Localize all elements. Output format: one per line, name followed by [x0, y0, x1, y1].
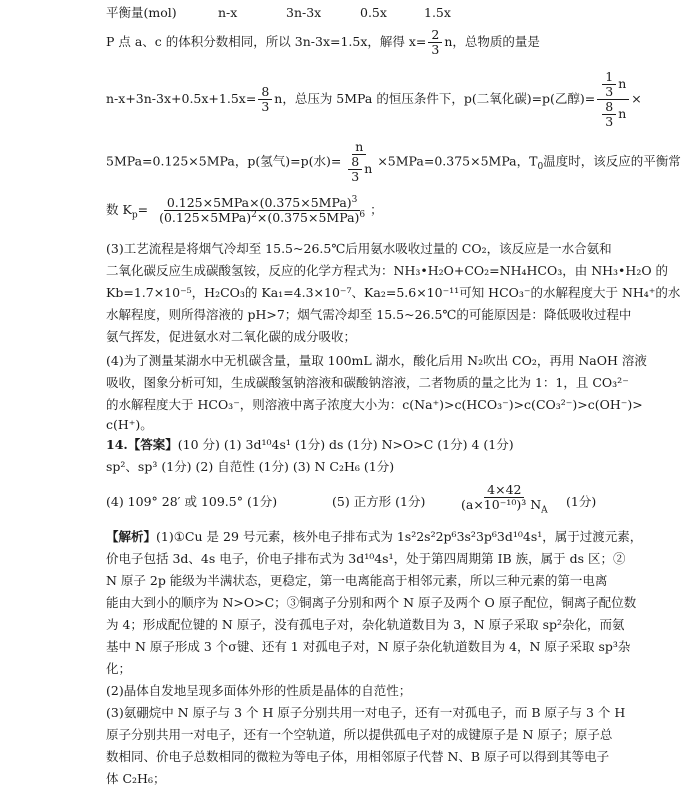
equilibrium-row: 平衡量(mol) n-x 3n-3x 0.5x 1.5x [106, 5, 451, 20]
fraction: $\frac{2}{3}$ [428, 28, 442, 57]
analysis-line: 体 C₂H₆； [106, 771, 166, 786]
analysis-line: 化； [106, 661, 132, 676]
paragraph-3-line: Kb=1.7×10⁻⁵，H₂CO₃的 Ka₁=4.3×10⁻⁷、Ka₂=5.6×10⁻¹¹可知 HCO₃⁻的水解程度大于 NH₄⁺的水 [106, 285, 681, 300]
analysis-line: 能由大到小的顺序为 N>O>C；③铜离子分别和两个 N 原子及两个 O 原子配位，铜离子配位数 [106, 595, 637, 610]
analysis-line: 为 4；形成配位键的 N 原子，没有孤电子对，杂化轨道数目为 3，N 原子采取 sp²杂化，而氨 [106, 617, 625, 632]
analysis-line: 数相同、价电子总数相同的微粒为等电子体，用相邻原子代替 N、B 原子可以得到其等电子 [106, 749, 610, 764]
analysis-line: 基中 N 原子形成 3 个σ键、还有 1 对孤电子对，N 原子杂化轨道数目为 4，N 原子采取 sp³杂 [106, 639, 631, 654]
analysis-line: N 原子 2p 能级为半满状态，更稳定，第一电离能高于相邻元素，所以三种元素的第一电离 [106, 573, 608, 588]
answer-14-line1: 14.【答案】(10 分) (1) 3d¹⁰4s¹ (1分) ds (1分) N>O>C (1分) 4 (1分) [106, 437, 514, 452]
fraction: $\frac{8}{3}$ [258, 85, 272, 114]
compound-fraction: n $\frac{8}{3}$ n [343, 140, 375, 184]
paragraph-3-line: (3)工艺流程是将烟气冷却至 15.5~26.5℃后用氨水吸收过量的 CO₂，该反应是一水合氨和 [106, 241, 612, 256]
answer-14-line3: (4) 109° 28′ 或 109.5° (1分) (5) 正方形 (1分) $\frac{4\times 42}{(a\times 10^{-10})^3 N_A}$ (1分) [106, 482, 597, 516]
text-line: P 点 a、c 的体积分数相同，所以 3n-3x=1.5x，解得 x= $\frac{2}{3}$ n，总物质的量是 [106, 27, 540, 57]
compound-fraction: $\frac{1}{3}$ n $\frac{8}{3}$ n [597, 70, 629, 129]
paragraph-4-line: (4)为了测量某湖水中无机碳含量，量取 100mL 湖水，酸化后用 N₂吹出 CO₂，再用 NaOH 溶液 [106, 353, 647, 368]
text-line: 5MPa=0.125×5MPa，p(氢气)=p(水)= n $\frac{8}{3}$ n ×5MPa=0.375×5MPa，$T_0$温度时，该反应的平衡常 [106, 139, 681, 184]
answer-14-line2: sp²、sp³ (1分) (2) 自范性 (1分) (3) N C₂H₆ (1分) [106, 459, 395, 474]
paragraph-4-line: 的水解程度大于 HCO₃⁻，则溶液中离子浓度大小为：c(Na⁺)>c(HCO₃⁻)>c(CO₃²⁻)>c(OH⁻)> [106, 397, 643, 412]
paragraph-3-line: 二氧化碳反应生成碳酸氢铵，反应的化学方程式为：NH₃•H₂O+CO₂=NH₄HCO₃，由 NH₃•H₂O 的 [106, 263, 669, 278]
analysis-line: (2)晶体自发地呈现多面体外形的性质是晶体的自范性； [106, 683, 412, 698]
paragraph-4-line: 吸收，图象分析可知，生成碳酸氢钠溶液和碳酸钠溶液，二者物质的量之比为 1：1，且 CO₃²⁻ [106, 375, 629, 390]
kp-expression: 数 $K_p=$ $\frac{0.125\times 5MPa\times(0.375\times 5MPa)^3}{(0.125\times 5MPa)^2\times(0.375\times 5MPa)^6}$ ； [106, 194, 383, 225]
paragraph-3-line: 水解程度，则所得溶液的 pH>7；烟气需冷却至 15.5~26.5℃的可能原因是：降低吸收过程中 [106, 307, 632, 322]
analysis-line: 【解析】(1)①Cu 是 29 号元素，核外电子排布式为 1s²2s²2p⁶3s²3p⁶3d¹⁰4s¹，属于过渡元素， [106, 529, 643, 544]
paragraph-3-line: 氨气挥发，促进氨水对二氧化碳的成分吸收； [106, 329, 357, 344]
density-fraction: $\frac{4\times 42}{(a\times 10^{-10})^3 N_A}$ [461, 482, 548, 516]
paragraph-4-line: c(H⁺)。 [106, 417, 153, 432]
text-line: n-x+3n-3x+0.5x+1.5x= $\frac{8}{3}$ n，总压为 5MPa 的恒压条件下，p(二氧化碳)=p(乙醇)= $\frac{1}{3}$ n $\frac{8}{3}$ n × [106, 69, 642, 129]
analysis-line: 原子分别共用一对电子，还有一个空轨道，所以提供孤电子对的成键原子是 N 原子；原子总 [106, 727, 613, 742]
analysis-line: 价电子包括 3d、4s 电子，价电子排布式为 3d¹⁰4s¹，处于第四周期第 IB 族，属于 ds 区；② [106, 551, 626, 566]
kp-fraction: $\frac{0.125\times 5MPa\times(0.375\times 5MPa)^3}{(0.125\times 5MPa)^2\times(0.375\times 5MPa)^6}$ [159, 194, 366, 225]
analysis-line: (3)氨硼烷中 N 原子与 3 个 H 原子分别共用一对电子，还有一对孤电子，而 B 原子与 3 个 H [106, 705, 626, 720]
